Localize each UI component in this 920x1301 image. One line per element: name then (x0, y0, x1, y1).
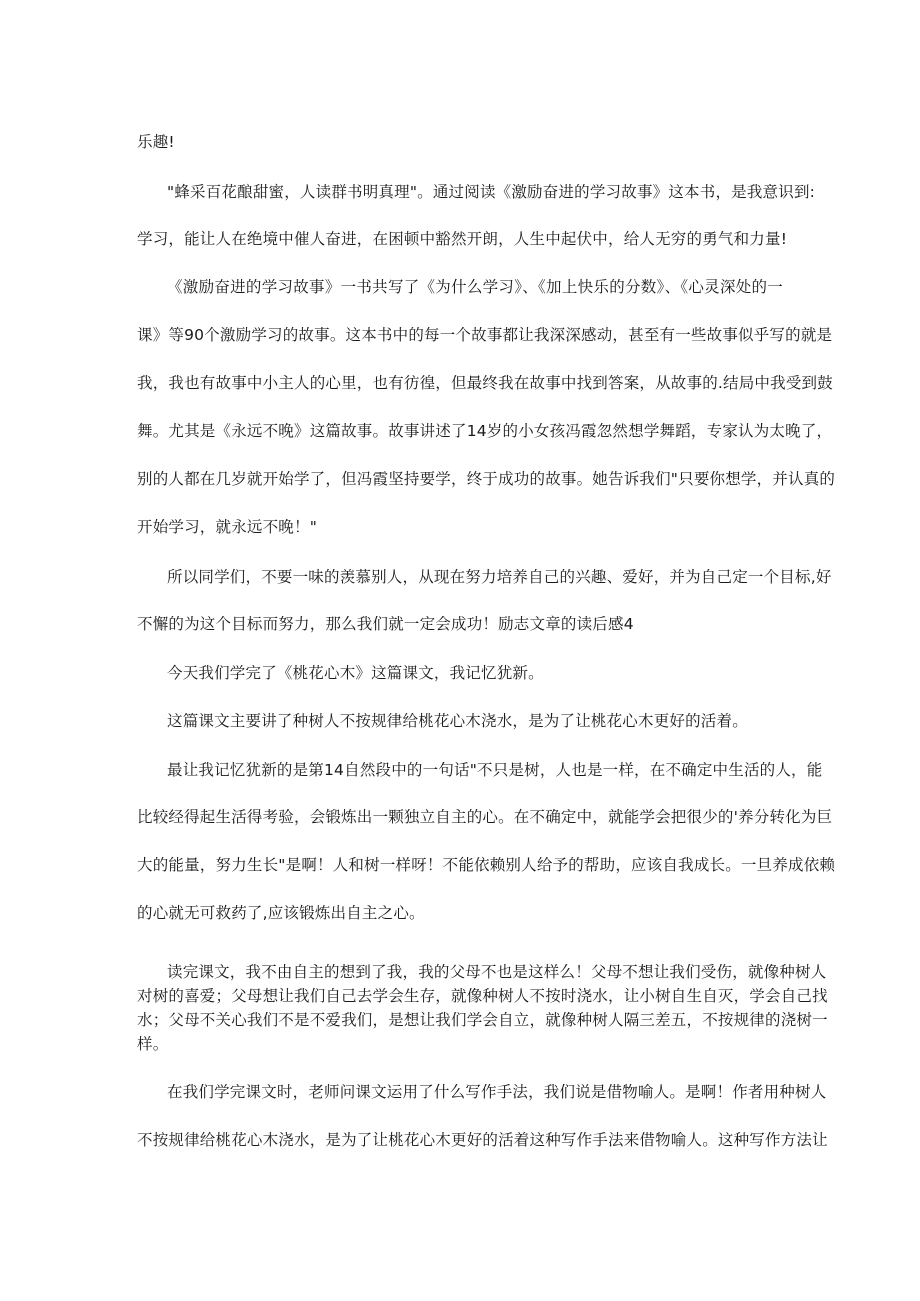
text-line: 舞。尤其是《永远不晚》这篇故事。故事讲述了14岁的小女孩冯霞忽然想学舞蹈，专家认为太晚了， (137, 422, 833, 440)
text-line: 学习，能让人在绝境中催人奋进，在困顿中豁然开朗，人生中起伏中，给人无穷的勇气和力量! (137, 230, 788, 248)
text-line: "蜂采百花酿甜蜜，人读群书明真理"。通过阅读《激励奋进的学习故事》这本书，是我意识到: (167, 183, 816, 201)
text-line: 大的能量，努力生长"是啊！人和树一样呀！不能依赖别人给予的帮助，应该自我成长。一旦养成依赖 (137, 856, 836, 874)
text-line: 在我们学完课文时，老师问课文运用了什么写作手法，我们说是借物喻人。是啊！作者用种树人 (167, 1083, 827, 1101)
text-line: 课》等90个激励学习的故事。这本书中的每一个故事都让我深深感动，甚至有一些故事似乎写的就是 (137, 326, 833, 344)
text-line: 开始学习，就永远不晚！" (137, 518, 318, 536)
text-line: 不按规律给桃花心木浇水，是为了让桃花心木更好的活着这种写作手法来借物喻人。这种写作方法让 (137, 1131, 828, 1149)
text-line: 别的人都在几岁就开始学了，但冯霞坚持要学，终于成功的故事。她告诉我们"只要你想学，并认真的 (137, 470, 836, 488)
text-line: 今天我们学完了《桃花心木》这篇课文，我记忆犹新。 (167, 664, 544, 682)
text-line: 读完课文，我不由自主的想到了我，我的父母不也是这样么！父母不想让我们受伤，就像种树人 (167, 963, 827, 981)
text-line: 最让我记忆犹新的是第14自然段中的一句话"不只是树，人也是一样，在不确定中生活的人，能 (167, 761, 823, 779)
text-line: 样。 (137, 1035, 169, 1053)
text-line: 我，我也有故事中小主人的心里，也有彷徨，但最终我在故事中找到答案，从故事的.结局中我受到鼓 (137, 374, 833, 392)
text-line: 这篇课文主要讲了种树人不按规律给桃花心木浇水，是为了让桃花心木更好的活着。 (167, 712, 748, 730)
text-line: 不懈的为这个目标而努力，那么我们就一定会成功！励志文章的读后感4 (137, 615, 634, 633)
text-line: 所以同学们，不要一味的羡慕别人，从现在努力培养自己的兴趣、爱好，并为自己定一个目标,好 (167, 568, 832, 586)
text-line: 的心就无可救药了,应该锻炼出自主之心。 (137, 904, 425, 922)
text-line: 《激励奋进的学习故事》一书共写了《为什么学习》、《加上快乐的分数》、《心灵深处的一 (167, 278, 783, 296)
text-line: 乐趣! (137, 133, 175, 151)
text-line: 对树的喜爱；父母想让我们自己去学会生存，就像种树人不按时浇水，让小树自生自灭，学会自己找 (137, 987, 828, 1005)
text-line: 比较经得起生活得考验，会锻炼出一颗独立自主的心。在不确定中，就能学会把很少的'养分转化为巨 (137, 808, 833, 826)
text-line: 水；父母不关心我们不是不爱我们，是想让我们学会自立，就像种树人隔三差五，不按规律的浇树一 (137, 1011, 828, 1029)
